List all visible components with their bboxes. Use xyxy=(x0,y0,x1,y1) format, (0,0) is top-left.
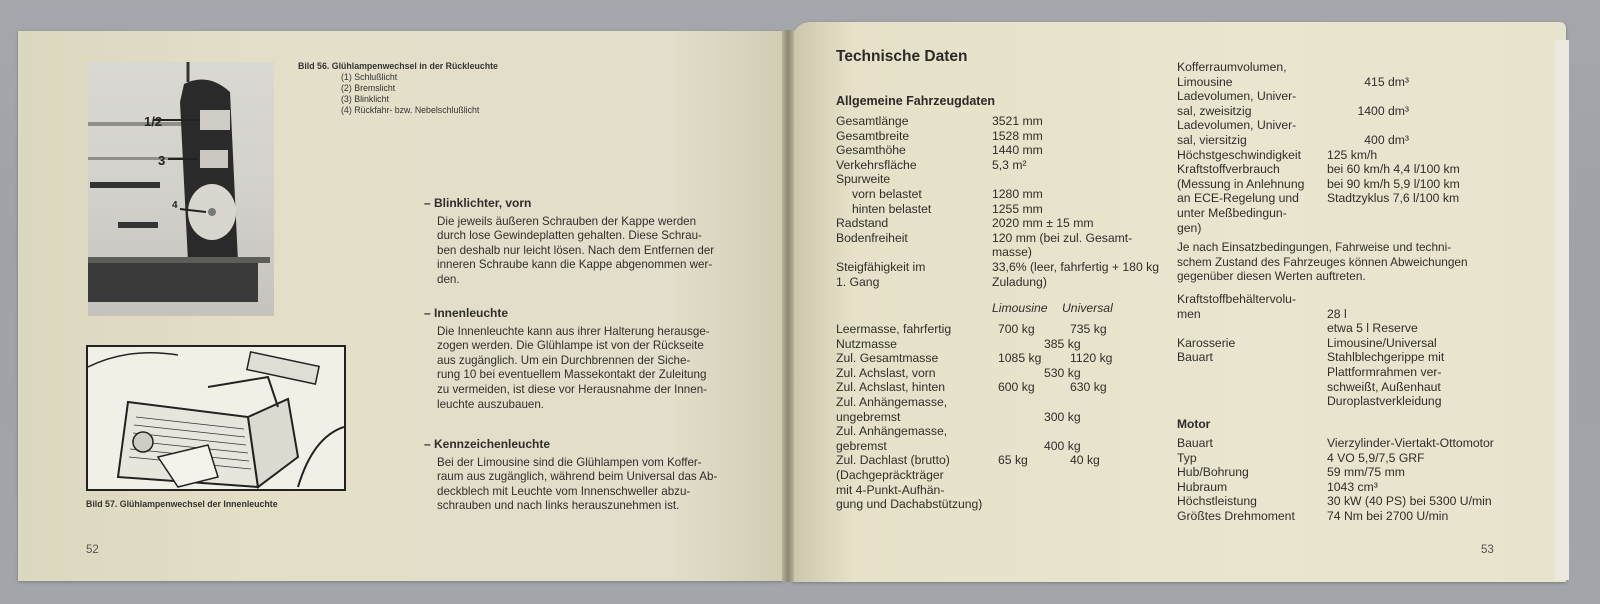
value-both: 385 kg xyxy=(1044,336,1081,351)
row-value: 1400 dm³ xyxy=(1357,103,1409,118)
figure-56-item: (4) Rückfahr- bzw. Nebelschlußlicht xyxy=(341,105,480,115)
callout-1-2: 1/2 xyxy=(144,114,163,129)
interior-light-drawing xyxy=(86,345,346,491)
row-label: Limousine xyxy=(1177,74,1233,89)
row-label: Gesamtbreite xyxy=(836,128,910,143)
column-header-universal: Universal xyxy=(1062,301,1113,315)
text-line: schem Zustand des Fahrzeuges können Abweichungen xyxy=(1177,254,1468,269)
row-value: etwa 5 l Reserve xyxy=(1327,321,1418,336)
row-label: Zul. Dachlast (brutto) xyxy=(836,453,950,468)
figure-56-item: (2) Bremslicht xyxy=(341,83,396,93)
page-number-right: 53 xyxy=(1481,544,1494,556)
row-label: Zul. Anhängemasse, xyxy=(836,424,948,439)
row-label: Verkehrsfläche xyxy=(836,157,917,172)
row-value: 1255 mm xyxy=(992,201,1043,216)
row-label: (Messung in Anlehnung xyxy=(1177,176,1305,191)
row-label: Höchstgeschwindigkeit xyxy=(1177,147,1301,162)
row-label: Bauart xyxy=(1177,350,1213,365)
figure-56-caption xyxy=(298,61,498,116)
figure-56-title: Bild 56. Glühlampenwechsel in der Rückleuchte xyxy=(298,61,498,71)
row-label: vorn belastet xyxy=(852,186,922,201)
row-label: Hub/Bohrung xyxy=(1177,465,1249,480)
text-line: Bei der Limousine sind die Glühlampen vom Koffer- xyxy=(437,455,702,469)
row-label: Radstand xyxy=(836,216,889,231)
row-label: ungebremst xyxy=(836,409,901,424)
row-label: Ladevolumen, Univer- xyxy=(1177,118,1297,133)
text-line: raum aus zugänglich, während beim Universal das Ab- xyxy=(437,470,718,484)
row-label: mit 4-Punkt-Aufhän- xyxy=(836,482,945,497)
text-line: inneren Schraube kann die Kappe abgenommen wer- xyxy=(437,258,713,272)
text-line: zogen werden. Die Glühlampe ist von der Rückseite xyxy=(437,339,704,353)
value-universal: 40 kg xyxy=(1070,453,1100,468)
row-label: Kraftstoffverbrauch xyxy=(1177,162,1280,177)
value-limousine: 700 kg xyxy=(998,322,1035,336)
page-stack-edge xyxy=(1555,40,1569,580)
text-line: durch lose Gewindeplatten gehalten. Diese Schrau- xyxy=(437,229,702,243)
rear-light-photo xyxy=(88,62,274,316)
row-value: 125 km/h xyxy=(1327,147,1378,162)
value-universal: 630 kg xyxy=(1070,380,1107,395)
row-label: Spurweite xyxy=(836,172,891,187)
row-label: men xyxy=(1177,306,1201,321)
row-value: Stadtzyklus 7,6 l/100 km xyxy=(1327,191,1460,206)
text-line: Je nach Einsatzbedingungen, Fahrweise und techni- xyxy=(1177,240,1452,254)
section-kennzeichenleuchte xyxy=(424,437,747,514)
section-heading: – Blinklichter, vorn xyxy=(424,196,532,210)
row-label: unter Meßbedingun- xyxy=(1177,205,1287,220)
row-value: 59 mm/75 mm xyxy=(1327,465,1405,480)
row-value: masse) xyxy=(992,245,1032,260)
row-label: (Dachgepräckträger xyxy=(836,467,944,482)
text-line: Die Innenleuchte kann aus ihrer Halterung herausge- xyxy=(437,324,710,338)
text-line: aus zugänglich. Um ein Durchbrennen der Siche- xyxy=(437,353,691,367)
row-value: Duroplastverkleidung xyxy=(1327,394,1442,409)
value-universal: 1120 kg xyxy=(1070,351,1113,366)
section-body xyxy=(424,456,747,514)
value-limousine: 65 kg xyxy=(998,453,1028,468)
rear-light-illustration xyxy=(88,62,274,316)
row-label: Gesamtlänge xyxy=(836,114,909,128)
section-heading-motor: Motor xyxy=(1177,417,1211,431)
column-header-limousine: Limousine xyxy=(992,301,1048,315)
row-value: 1528 mm xyxy=(992,128,1043,143)
row-label: gebremst xyxy=(836,438,887,453)
section-body xyxy=(424,325,747,413)
section-heading: – Innenleuchte xyxy=(424,306,509,320)
row-value: 2020 mm ± 15 mm xyxy=(992,216,1094,231)
figure-56-item: (3) Blinklicht xyxy=(341,94,389,104)
row-value: Plattformrahmen ver- xyxy=(1327,364,1442,379)
row-value: 400 dm³ xyxy=(1364,132,1409,147)
row-label: Zul. Anhängemasse, xyxy=(836,394,948,409)
row-label: Nutzmasse xyxy=(836,336,897,351)
row-value: 3521 mm xyxy=(992,114,1043,128)
row-label: Ladevolumen, Univer- xyxy=(1177,89,1297,104)
page-title: Technische Daten xyxy=(836,48,968,65)
row-label: an ECE-Regelung und xyxy=(1177,191,1299,206)
row-label: Typ xyxy=(1177,450,1197,465)
deviation-note xyxy=(1177,240,1493,284)
row-label: Kofferraumvolumen, xyxy=(1177,60,1287,74)
row-label: gung und Dachabstützung) xyxy=(836,497,983,512)
text-line: gegenüber diesen Werten auftreten. xyxy=(1177,269,1366,284)
row-value: 30 kW (40 PS) bei 5300 U/min xyxy=(1327,494,1492,509)
row-value: bei 90 km/h 5,9 l/100 km xyxy=(1327,176,1460,191)
row-label: gen) xyxy=(1177,220,1202,235)
value-both: 300 kg xyxy=(1044,409,1081,424)
book-spine xyxy=(782,30,794,582)
value-universal: 735 kg xyxy=(1070,322,1107,336)
section-blinklichter xyxy=(424,196,747,288)
row-label: Leermasse, fahrfertig xyxy=(836,322,952,336)
text-line: schrauben und nach links herauszunehmen ist. xyxy=(437,499,680,513)
text-line: Die jeweils äußeren Schrauben der Kappe werden xyxy=(437,214,697,228)
row-value: 33,6% (leer, fahrfertig + 180 kg xyxy=(992,259,1160,274)
row-label: sal, zweisitzig xyxy=(1177,103,1252,118)
row-label: hinten belastet xyxy=(852,201,932,216)
value-both: 530 kg xyxy=(1044,365,1081,380)
row-label: Steigfähigkeit im xyxy=(836,259,926,274)
row-label: Zul. Achslast, hinten xyxy=(836,380,946,395)
row-value: 1043 cm³ xyxy=(1327,479,1378,494)
callout-4: 4 xyxy=(172,200,178,211)
text-line: leuchte auszubauen. xyxy=(437,397,545,411)
row-label: Karosserie xyxy=(1177,335,1236,350)
value-limousine: 600 kg xyxy=(998,380,1035,395)
text-line: rung 10 bei eventuellem Massekontakt der Zuleitung xyxy=(437,368,707,382)
section-body xyxy=(424,215,747,288)
text-line: deckblech mit Leuchte vom Innenschweller abzu- xyxy=(437,484,691,498)
figure-56-item: (1) Schlußlicht xyxy=(341,72,398,82)
row-label: Bodenfreiheit xyxy=(836,230,908,245)
figure-57-caption: Bild 57. Glühlampenwechsel der Innenleuchte xyxy=(86,499,278,509)
row-label: Gesamthöhe xyxy=(836,143,906,158)
value-both: 400 kg xyxy=(1044,438,1081,453)
row-label: Höchstleistung xyxy=(1177,494,1257,509)
row-value: 74 Nm bei 2700 U/min xyxy=(1327,508,1449,523)
row-value: Vierzylinder-Viertakt-Ottomotor xyxy=(1327,436,1494,450)
row-value: 5,3 m² xyxy=(992,157,1027,172)
section-heading-general: Allgemeine Fahrzeugdaten xyxy=(836,94,996,108)
callout-3: 3 xyxy=(158,153,166,168)
text-line: den. xyxy=(437,272,460,286)
section-heading: – Kennzeichenleuchte xyxy=(424,437,551,451)
text-line: zu vermeiden, ist diese vor Herausnahme der Innen- xyxy=(437,382,708,396)
page-number-left: 52 xyxy=(86,544,99,556)
interior-light-illustration xyxy=(88,347,344,489)
row-value: 1440 mm xyxy=(992,143,1043,158)
row-label: sal, viersitzig xyxy=(1177,132,1247,147)
row-label: 1. Gang xyxy=(836,274,880,289)
row-value: 120 mm (bei zul. Gesamt- xyxy=(992,230,1133,245)
text-line: ben deshalb nur leicht lösen. Nach dem Entfernen der xyxy=(437,243,715,257)
row-label: Größtes Drehmoment xyxy=(1177,508,1295,523)
row-value: 1280 mm xyxy=(992,186,1043,201)
row-value: Stahlblechgerippe mit xyxy=(1327,350,1445,365)
row-label: Kraftstoffbehältervolu- xyxy=(1177,292,1297,306)
row-value: 28 l xyxy=(1327,306,1347,321)
row-label: Zul. Achslast, vorn xyxy=(836,365,936,380)
row-value: bei 60 km/h 4,4 l/100 km xyxy=(1327,162,1460,177)
row-label: Hubraum xyxy=(1177,479,1228,494)
row-value: 4 VO 5,9/7,5 GRF xyxy=(1327,450,1425,465)
row-label: Bauart xyxy=(1177,436,1213,450)
row-value: schweißt, Außenhaut xyxy=(1327,379,1441,394)
row-value: Zuladung) xyxy=(992,274,1047,289)
row-value: 415 dm³ xyxy=(1364,74,1409,89)
value-limousine: 1085 kg xyxy=(998,351,1042,366)
row-value: Limousine/Universal xyxy=(1327,335,1437,350)
row-label: Zul. Gesamtmasse xyxy=(836,351,939,366)
section-innenleuchte xyxy=(424,306,747,412)
